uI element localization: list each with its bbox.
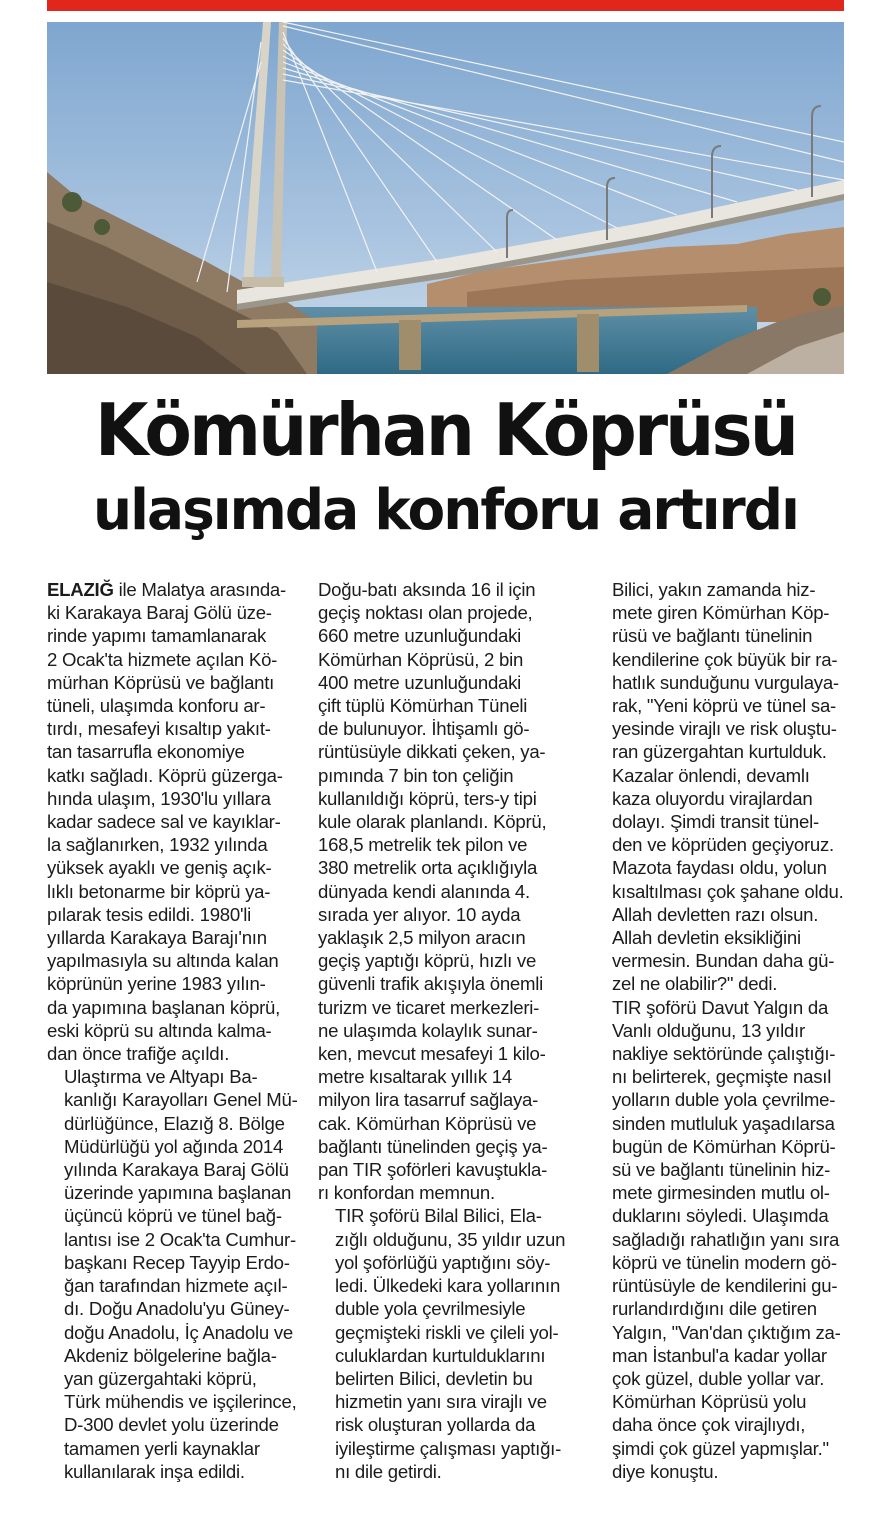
article-line: katkı sağladı. Köprü güzerga- bbox=[47, 764, 283, 786]
article-line: TIR şoförü Davut Yalgın da bbox=[612, 996, 829, 1018]
article-line: vermesin. Bundan daha gü- bbox=[612, 950, 835, 972]
article-line: ki Karakaya Baraj Gölü üze- bbox=[47, 602, 272, 624]
article-line: mürhan Köprüsü ve bağlantı bbox=[47, 671, 275, 693]
article-line: metre kısaltarak yıllık 14 bbox=[318, 1066, 512, 1088]
headline bbox=[47, 380, 844, 542]
article-line: 168,5 metrelik tek pilon ve bbox=[318, 834, 528, 856]
article-line: dı. Doğu Anadolu'yu Güney- bbox=[64, 1298, 290, 1320]
article-line: duklarını söyledi. Ulaşımda bbox=[612, 1205, 829, 1227]
article-line: ğan tarafından hizmete açıl- bbox=[64, 1275, 288, 1297]
column-2 bbox=[318, 578, 573, 1483]
article-line: nakliye sektöründe çalıştığı- bbox=[612, 1043, 836, 1065]
article-line: yılında Karakaya Baraj Gölü bbox=[64, 1159, 289, 1181]
article-line: kullanılarak inşa edildi. bbox=[64, 1460, 245, 1482]
article-line: kendilerine çok büyük bir ra- bbox=[612, 648, 838, 670]
article-line: geçiş noktası olan projede, bbox=[318, 602, 533, 624]
article-line: TIR şoförü Bilal Bilici, Ela- bbox=[335, 1205, 542, 1227]
article-line: Kömürhan Köprüsü yolu bbox=[612, 1391, 807, 1413]
article-line: yüksek ayaklı ve geniş açık- bbox=[47, 857, 272, 879]
article-line: rüntüsüyle dikkati çeken, ya- bbox=[318, 741, 546, 763]
article-line: kısaltılması çok şahane oldu. bbox=[612, 880, 844, 902]
article-line: rüsü ve bağlantı tünelinin bbox=[612, 625, 813, 647]
article-line: diye konuştu. bbox=[612, 1460, 719, 1482]
article-line: Türk mühendis ve işçilerince, bbox=[64, 1391, 297, 1413]
article-line: şimdi çok güzel yapmışlar." bbox=[612, 1437, 829, 1459]
article-line: kullanıldığı köprü, ters-y tipi bbox=[318, 787, 537, 809]
article-line: la sağlanırken, 1932 yılında bbox=[47, 834, 268, 856]
article-line: tan tasarrufla ekonomiye bbox=[47, 741, 245, 763]
article-line: yıllarda Karakaya Barajı'nın bbox=[47, 927, 267, 949]
article-line: başkanı Recep Tayyip Erdo- bbox=[64, 1251, 290, 1273]
article-line: Allah devletin eksikliğini bbox=[612, 927, 801, 949]
article-line: Vanlı olduğunu, 13 yıldır bbox=[612, 1019, 805, 1041]
article-line: kule olarak planlandı. Köprü, bbox=[318, 811, 547, 833]
article-line: Yalgın, "Van'dan çıktığım za- bbox=[612, 1321, 841, 1343]
article-line: tamamen yerli kaynaklar bbox=[64, 1437, 260, 1459]
article-line: man İstanbul'a kadar yollar bbox=[612, 1344, 827, 1366]
article-line: Akdeniz bölgelerine bağla- bbox=[64, 1344, 277, 1366]
article-line: Kazalar önlendi, devamlı bbox=[612, 764, 810, 786]
article-line: iyileştirme çalışması yaptığı- bbox=[335, 1437, 562, 1459]
article-line: güvenli trafik akışıyla önemli bbox=[318, 973, 544, 995]
article-line: sü ve bağlantı tünelinin hiz- bbox=[612, 1159, 831, 1181]
article-line: yaklaşık 2,5 milyon aracın bbox=[318, 927, 526, 949]
article-line: D-300 devlet yolu üzerinde bbox=[64, 1414, 279, 1436]
article-line: daha önce çok virajlıydı, bbox=[612, 1414, 806, 1436]
article-line: Mazota faydası oldu, yolun bbox=[612, 857, 827, 879]
article-line: sinden mutluluk yaşadılarsa bbox=[612, 1112, 835, 1134]
headline-line-1: Kömürhan Köprüsü bbox=[94, 388, 797, 472]
article-line: Allah devletten razı olsun. bbox=[612, 903, 819, 925]
article-line: pılarak tesis edildi. 1980'li bbox=[47, 903, 252, 925]
article-line: cak. Kömürhan Köprüsü ve bbox=[318, 1112, 537, 1134]
article-line: nı belirterek, geçmişte nasıl bbox=[612, 1066, 832, 1088]
article-line: mete giren Kömürhan Köp- bbox=[612, 602, 830, 624]
article-line: kanlığı Karayolları Genel Mü- bbox=[64, 1089, 298, 1111]
article-line: dan önce trafiğe açıldı. bbox=[47, 1043, 230, 1065]
article-line: zel ne olabilir?" dedi. bbox=[612, 973, 778, 995]
article-line: risk oluşturan yollarda da bbox=[335, 1414, 536, 1436]
article-line: lantısı ise 2 Ocak'ta Cumhur- bbox=[64, 1228, 296, 1250]
article-line: culuklardan kurtulduklarını bbox=[335, 1344, 546, 1366]
article-line: 2 Ocak'ta hizmete açılan Kö- bbox=[47, 648, 278, 670]
article-line: geçmişteki riskli ve çileli yol- bbox=[335, 1321, 559, 1343]
article-line: ledi. Ülkedeki kara yollarının bbox=[335, 1275, 561, 1297]
article-line: dolayı. Şimdi transit tünel- bbox=[612, 811, 819, 833]
article-line: duble yola çevrilmesiyle bbox=[335, 1298, 526, 1320]
article-line: kaza oluyordu virajlardan bbox=[612, 787, 813, 809]
article-line: doğu Anadolu, İç Anadolu ve bbox=[64, 1321, 293, 1343]
article-line: pan TIR şoförleri kavuştukla- bbox=[318, 1159, 548, 1181]
bridge-photo bbox=[47, 22, 844, 374]
article-line: dünyada kendi alanında 4. bbox=[318, 880, 530, 902]
article-line: zığlı olduğunu, 35 yıldır uzun bbox=[335, 1228, 566, 1250]
article-line: rak, "Yeni köprü ve tünel sa- bbox=[612, 695, 836, 717]
article-line: üçüncü köprü ve tünel bağ- bbox=[64, 1205, 282, 1227]
article-line: hında ulaşım, 1930'lu yıllara bbox=[47, 787, 271, 809]
article-line: nı dile getirdi. bbox=[335, 1460, 442, 1482]
headline-line-2: ulaşımda konforu artırdı bbox=[93, 478, 798, 543]
article-line: yol şoförlüğü yaptığını söy- bbox=[335, 1251, 551, 1273]
article-line: lıklı betonarme bir köprü ya- bbox=[47, 880, 271, 902]
article-line: Kömürhan Köprüsü, 2 bin bbox=[318, 648, 524, 670]
article-line: dürlüğünce, Elazığ 8. Bölge bbox=[64, 1112, 285, 1134]
article-line: hizmetin yanı sıra virajlı ve bbox=[335, 1391, 547, 1413]
article-line bbox=[47, 578, 302, 601]
article-line: sağladığı rahatlığın yanı sıra bbox=[612, 1228, 840, 1250]
article-line: den ve köprüden geçiyoruz. bbox=[612, 834, 834, 856]
article-line: bağlantı tünelinden geçiş ya- bbox=[318, 1135, 548, 1157]
article-line: tüneli, ulaşımda konforu ar- bbox=[47, 695, 266, 717]
article-line: da yapımına başlanan köprü, bbox=[47, 996, 281, 1018]
article-line: köprünün yerine 1983 yılın- bbox=[47, 973, 266, 995]
article-line-text: ile Malatya arasında- bbox=[113, 579, 286, 600]
article-line: ran güzergahtan kurtulduk. bbox=[612, 741, 827, 763]
article-line: Ulaştırma ve Altyapı Ba- bbox=[64, 1066, 258, 1088]
article-line: 400 metre uzunluğundaki bbox=[318, 671, 522, 693]
article-line: rüntüsüyle de kendilerini gu- bbox=[612, 1275, 838, 1297]
article-line: 380 metrelik orta açıklığıyla bbox=[318, 857, 538, 879]
article-line: 660 metre uzunluğundaki bbox=[318, 625, 522, 647]
article-line: hatlık sunduğunu vurgulaya- bbox=[612, 671, 839, 693]
article-line: bugün de Kömürhan Köprü- bbox=[612, 1135, 836, 1157]
article-line: eski köprü su altında kalma- bbox=[47, 1019, 272, 1041]
article-line: pımında 7 bin ton çeliğin bbox=[318, 764, 514, 786]
article-line: Doğu-batı aksında 16 il için bbox=[318, 579, 536, 600]
article-line: yapılmasıyla su altında kalan bbox=[47, 950, 279, 972]
article-line: mete girmesinden mutlu ol- bbox=[612, 1182, 830, 1204]
article-line: ne ulaşımda kolaylık sunar- bbox=[318, 1019, 538, 1041]
article-line: kadar sadece sal ve kayıklar- bbox=[47, 811, 281, 833]
article-line: turizm ve ticaret merkezleri- bbox=[318, 996, 540, 1018]
article-line: üzerinde yapımına başlanan bbox=[64, 1182, 292, 1204]
article-line: ken, mevcut mesafeyi 1 kilo- bbox=[318, 1043, 546, 1065]
article-line: çift tüplü Kömürhan Tüneli bbox=[318, 695, 528, 717]
article-line: milyon lira tasarruf sağlaya- bbox=[318, 1089, 539, 1111]
article-line: Müdürlüğü yol ağında 2014 bbox=[64, 1135, 284, 1157]
article-line: çok güzel, duble yollar var. bbox=[612, 1367, 825, 1389]
article-line: tırdı, mesafeyi kısaltıp yakıt- bbox=[47, 718, 271, 740]
dateline: ELAZIĞ bbox=[47, 579, 114, 600]
article-line: de bulunuyor. İhtişamlı gö- bbox=[318, 718, 530, 740]
article-line: yesinde virajlı ve risk oluştu- bbox=[612, 718, 837, 740]
article-line: rı konfordan memnun. bbox=[318, 1182, 495, 1204]
article-line: rurlandırdığını dile getiren bbox=[612, 1298, 817, 1320]
article-line: köprü ve tünelin modern gö- bbox=[612, 1251, 837, 1273]
article-line: Bilici, yakın zamanda hiz- bbox=[612, 579, 816, 600]
article-line: geçiş yaptığı köprü, hızlı ve bbox=[318, 950, 537, 972]
column-3 bbox=[595, 578, 850, 1483]
top-red-bar bbox=[47, 0, 844, 11]
article-line: yolların duble yola çevrilme- bbox=[612, 1089, 836, 1111]
article-line: sırada yer alıyor. 10 ayda bbox=[318, 903, 521, 925]
article-line: rinde yapımı tamamlanarak bbox=[47, 625, 267, 647]
column-1 bbox=[47, 578, 302, 1483]
article-line: belirten Bilici, devletin bu bbox=[335, 1367, 533, 1389]
article-line: yan güzergahtaki köprü, bbox=[64, 1367, 257, 1389]
